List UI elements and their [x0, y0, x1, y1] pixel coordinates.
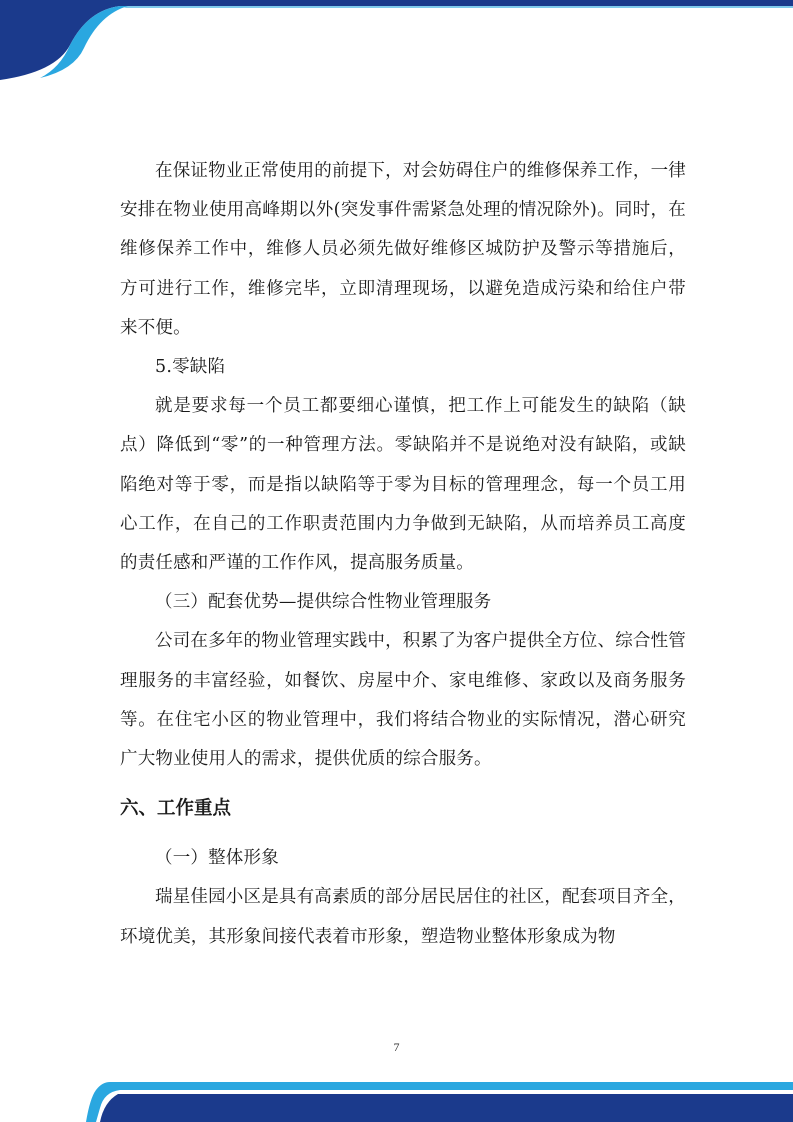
- paragraph-maintenance-scheduling: 在保证物业正常使用的前提下，对会妨碍住户的维修保养工作，一律安排在物业使用高峰期以外(突发事件需紧急处理的情况除外)。同时，在维修保养工作中，维修人员必须先做好维修区城防护及警示等措施后，方可进行工作，维修完毕，立即清理现场，以避免造成污染和给住户带来不便。: [120, 161, 686, 338]
- item-zero-defect-title: 5.零缺陷: [155, 357, 226, 378]
- paragraph-overall-image: 瑞星佳园小区是具有高素质的部分居民居住的社区，配套项目齐全，环境优美，其形象间接代表着市形象，塑造物业整体形象成为物: [120, 887, 686, 947]
- paragraph-comprehensive-services: 公司在多年的物业管理实践中，积累了为客户提供全方位、综合性管理服务的丰富经验，如餐饮、房屋中介、家电维修、家政以及商务服务等。在住宅小区的物业管理中，我们将结合物业的实际情况，潜心研究广大物业使用人的需求，提供优质的综合服务。: [120, 631, 686, 770]
- subheading-overall-image: （一）整体形象: [155, 848, 279, 869]
- subheading-supporting-advantage: （三）配套优势—提供综合性物业管理服务: [155, 592, 492, 613]
- bottom-banner-decoration: [0, 1078, 793, 1122]
- top-banner-decoration: [0, 0, 793, 80]
- document-body: [120, 152, 686, 957]
- section-heading-work-focus: 六、工作重点: [120, 798, 232, 820]
- page-number: 7: [393, 1040, 400, 1054]
- paragraph-zero-defect: 就是要求每一个员工都要细心谨慎，把工作上可能发生的缺陷（缺点）降低到“零”的一种管理方法。零缺陷并不是说绝对没有缺陷，或缺陷绝对等于零，而是指以缺陷等于零为目标的管理理念，每一个员工用心工作，在自己的工作职责范围内力争做到无缺陷，从而培养员工高度的责任感和严谨的工作作风，提高服务质量。: [120, 396, 686, 574]
